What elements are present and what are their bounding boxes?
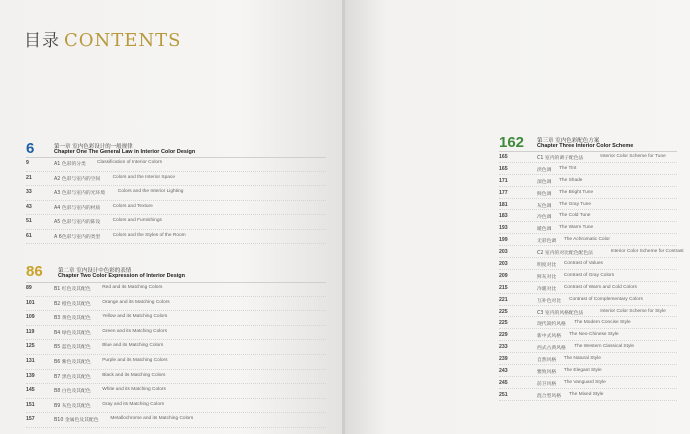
toc-entry[interactable]: [499, 306, 677, 318]
toc-entry-page: 131: [26, 357, 35, 364]
toc-entry-page: 33: [26, 189, 32, 195]
toc-entry-title-en: Green and its Matching Colors: [102, 328, 167, 334]
toc-entry-page: 21: [26, 174, 32, 181]
toc-entry[interactable]: [499, 377, 677, 389]
toc-entry[interactable]: [26, 311, 326, 326]
toc-entry-title-en: Yellow and its Matching Colors: [102, 314, 168, 320]
toc-entry-page: 181: [499, 201, 508, 208]
toc-entry-title-en: Contrast of Complementary Colors: [569, 296, 643, 302]
toc-entry[interactable]: [26, 157, 326, 172]
toc-entry-title-en: The Western Classical Style: [574, 344, 635, 350]
toc-entry-title-en: Contrast of Values: [563, 261, 603, 267]
toc-entry-title-cn: C1 室内的调子配色法: [537, 156, 584, 161]
toc-entry[interactable]: [26, 282, 326, 297]
toc-entry-divider: [499, 400, 677, 401]
chapter-one-title-en: Chapter One The General Law in Interior Color Design: [54, 149, 196, 155]
toc-entry-title-en: Classification of Interior Colors: [97, 160, 163, 165]
toc-entry-page: 177: [499, 189, 508, 196]
toc-entry[interactable]: [499, 389, 677, 401]
toc-entry[interactable]: [499, 282, 677, 294]
toc-entry-title-en: The Cold Tune: [559, 213, 591, 219]
chapter-one-entries: [26, 157, 326, 244]
toc-entry-page: 251: [499, 391, 508, 398]
toc-entry-title-en: The Modern Concise Style: [574, 320, 631, 326]
heading-cn: 目录: [24, 31, 60, 51]
toc-entry[interactable]: [499, 246, 684, 258]
toc-entry-title-en: Colors and the Interior Lighting: [117, 189, 184, 194]
toc-entry-title-cn: 混合型风格: [537, 393, 561, 399]
chapter-three-page-number: 162: [499, 134, 525, 151]
toc-entry[interactable]: [26, 340, 326, 355]
toc-entry[interactable]: [26, 370, 326, 385]
toc-entry-title-cn: A5 色彩与室内的陈设: [54, 220, 101, 225]
toc-entry-title-cn: 暖色调: [537, 227, 552, 233]
toc-entry-title-cn: 自然风格: [537, 358, 557, 364]
toc-entry-page: 183: [499, 213, 508, 220]
toc-entry-title-cn: C3 室内的风格配色法: [537, 310, 584, 316]
chapter-one-title-cn: 第一章 室内色彩设计的一般规律: [54, 144, 133, 150]
chapter-three-title-en: Chapter Three Interior Color Scheme: [537, 143, 634, 149]
toc-entry-title-en: Colors and the Interior Space: [112, 174, 175, 180]
toc-entry-title-en: The Tint: [559, 165, 577, 171]
toc-entry-page: 233: [499, 344, 508, 351]
toc-entry-title-cn: 灰色调: [537, 203, 552, 209]
chapter-two-entries: [26, 282, 326, 428]
toc-entry-title-en: Colors and Texture: [112, 203, 153, 209]
toc-entry-page: 119: [26, 328, 35, 335]
toc-entry-page: 139: [26, 372, 35, 379]
toc-entry-title-en: Black and its Matching Colors: [102, 372, 166, 378]
toc-entry[interactable]: [26, 172, 326, 187]
toc-entry-title-cn: 鲜灰对比: [537, 274, 557, 280]
chapter-two-title-en: Chapter Two Color Expression of Interior Design: [58, 273, 186, 279]
toc-entry-title-cn: 明度对比: [537, 263, 557, 269]
toc-entry[interactable]: [26, 413, 326, 428]
toc-entry[interactable]: [26, 297, 326, 312]
toc-entry-title-en: Gray and its Matching Colors: [102, 401, 165, 407]
right-page: [345, 0, 690, 434]
left-page: [0, 0, 343, 434]
toc-entry-title-cn: B5 蓝色及其配色: [54, 345, 91, 351]
toc-entry-page: 157: [26, 416, 35, 423]
toc-entry[interactable]: [499, 175, 677, 187]
toc-entry-page: 209: [499, 272, 508, 279]
toc-entry-title-en: The Gray Tune: [559, 201, 591, 207]
toc-entry-page: 9: [26, 160, 29, 166]
toc-entry-page: 239: [499, 356, 508, 363]
toc-entry-title-en: The Mixed Style: [569, 391, 604, 397]
toc-entry-title-en: The Elegant Style: [563, 368, 602, 374]
toc-entry-page: 215: [499, 284, 508, 291]
toc-entry-page: 203: [499, 249, 508, 256]
toc-entry-title-en: The Bright Tune: [559, 189, 594, 195]
toc-entry-title-en: The Warm Tune: [559, 225, 594, 231]
toc-entry-title-cn: 冷暖对比: [537, 286, 557, 292]
toc-entry[interactable]: [499, 270, 677, 282]
toc-entry-title-cn: B2 橙色及其配色: [54, 301, 91, 307]
toc-entry-page: 43: [26, 203, 32, 210]
toc-entry[interactable]: [499, 294, 677, 306]
toc-entry-title-cn: 互补色对比: [537, 298, 561, 304]
toc-entry[interactable]: [499, 151, 677, 163]
toc-entry[interactable]: [499, 187, 677, 199]
toc-entry[interactable]: [499, 210, 677, 222]
toc-entry-title-cn: B6 紫色及其配色: [54, 359, 91, 365]
toc-entry-title-en: Red and its Matching Colors: [102, 285, 163, 290]
toc-entry[interactable]: [26, 384, 326, 399]
toc-entry[interactable]: [499, 234, 677, 246]
toc-entry-title-en: Metallochrome and its Matching Colors: [110, 416, 194, 422]
chapter-one-page-number: 6: [26, 140, 35, 157]
toc-entry-title-en: The Vanguard Style: [563, 379, 606, 385]
toc-entry-page: 101: [26, 299, 35, 306]
toc-entry-title-cn: 淡色调: [537, 167, 552, 173]
toc-entry[interactable]: [26, 186, 326, 201]
toc-entry-page: 243: [499, 368, 508, 375]
toc-entry-title-en: The Neo-Chinese Style: [569, 332, 619, 338]
toc-entry-title-en: Orange and its Matching Colors: [102, 299, 170, 305]
toc-entry-title-en: Purple and its Matching Colors: [102, 357, 168, 363]
toc-entry[interactable]: [26, 399, 326, 414]
toc-entry-divider: [26, 243, 326, 244]
toc-entry-page: 203: [499, 261, 508, 268]
toc-entry-page: 125: [26, 343, 35, 350]
toc-entry-page: 145: [26, 387, 35, 394]
chapter-two-page-number: 86: [26, 263, 43, 280]
toc-entry-page: 229: [499, 332, 508, 339]
toc-entry[interactable]: [499, 317, 677, 329]
toc-entry[interactable]: [26, 215, 326, 230]
toc-entry-page: 165: [499, 165, 508, 172]
toc-entry-title-cn: B10 金属色及其配色: [54, 418, 99, 424]
toc-entry-title-cn: B3 黄色及其配色: [54, 316, 91, 322]
toc-entry-title-cn: A4 色彩与室内的材质: [54, 205, 101, 211]
toc-entry-title-cn: 冷色调: [537, 215, 552, 221]
toc-entry-page: 151: [26, 401, 35, 408]
toc-entry[interactable]: [26, 326, 326, 341]
chapter-three-title-cn: 第三章 室内色彩配色方案: [537, 138, 600, 144]
toc-entry-page: 109: [26, 314, 35, 321]
toc-entry-page: 51: [26, 218, 32, 224]
toc-entry-title-cn: B1 红色及其配色: [54, 287, 91, 292]
toc-entry-page: 165: [499, 154, 508, 160]
contents-heading: [24, 26, 182, 51]
toc-entry-page: 171: [499, 177, 508, 184]
toc-entry-page: 225: [499, 320, 508, 327]
toc-entry-title-cn: 现代简约风格: [537, 322, 566, 328]
toc-entry-title-cn: 无彩色调: [537, 239, 557, 245]
toc-entry-title-cn: 深色调: [537, 179, 552, 185]
toc-entry[interactable]: [26, 355, 326, 370]
toc-entry[interactable]: [26, 230, 326, 245]
toc-entry-title-cn: B4 绿色及其配色: [54, 330, 91, 336]
toc-entry-title-en: The Shade: [559, 177, 583, 183]
toc-entry-title-en: Blue and its Matching Colors: [102, 343, 164, 349]
toc-entry-title-cn: A 6色彩与室内的类型: [54, 234, 101, 240]
toc-entry-title-cn: 雅致风格: [537, 370, 557, 376]
toc-entry-title-en: Contrast of Gray Colors: [563, 272, 615, 278]
toc-entry[interactable]: [499, 258, 677, 270]
toc-entry-title-cn: A2 色彩与室内的空间: [54, 176, 101, 182]
toc-entry-title-cn: 鲜色调: [537, 191, 552, 197]
toc-entry[interactable]: [499, 329, 677, 341]
toc-entry-title-en: White and its Matching Colors: [102, 387, 166, 393]
toc-entry[interactable]: [26, 201, 326, 216]
toc-entry-page: 225: [499, 308, 508, 315]
toc-entry[interactable]: [499, 163, 677, 175]
toc-entry-title-en: Interior Color Scheme for Tune: [600, 154, 666, 159]
toc-entry-title-cn: A1 色彩的分类: [54, 162, 86, 167]
toc-entry-title-cn: 新中式风格: [537, 334, 561, 340]
toc-entry-title-cn: B7 黑色及其配色: [54, 374, 91, 380]
toc-entry-title-cn: C2 室内的对比配色配色法: [537, 251, 593, 257]
toc-entry-page: 199: [499, 237, 508, 244]
toc-entry-title-en: The Achromatic Color: [563, 237, 610, 243]
chapter-two-title-cn: 第二章 室内设计中色彩的表情: [58, 268, 132, 274]
toc-entry-title-en: Contrast of Warm and Cold Colors: [563, 284, 637, 290]
toc-entry[interactable]: [499, 199, 677, 211]
toc-entry-page: 61: [26, 232, 32, 239]
toc-entry-page: 221: [499, 296, 508, 303]
toc-entry-title-en: Colors and the Styles of the Room: [112, 232, 186, 238]
toc-entry-divider: [26, 427, 326, 428]
toc-entry[interactable]: [499, 222, 677, 234]
toc-entry-page: 245: [499, 379, 508, 386]
toc-entry-title-en: Interior Color Scheme for Style: [600, 308, 666, 314]
toc-entry-title-en: The Natural Style: [563, 356, 601, 362]
chapter-three-entries: [499, 151, 684, 401]
toc-entry[interactable]: [499, 353, 677, 365]
toc-entry-title-en: Interior Color Scheme for Contrast: [610, 249, 684, 255]
toc-entry-title-cn: 前卫风格: [537, 381, 557, 387]
toc-entry[interactable]: [499, 341, 677, 353]
toc-entry-title-cn: B8 白色及其配色: [54, 389, 91, 395]
toc-entry-title-en: Colors and Furnishings: [112, 218, 162, 223]
toc-entry-page: 193: [499, 225, 508, 232]
toc-entry-title-cn: B9 灰色及其配色: [54, 403, 91, 409]
heading-en: CONTENTS: [64, 30, 182, 51]
toc-entry-title-cn: 西式古典风格: [537, 346, 566, 352]
toc-entry-page: 89: [26, 285, 32, 291]
toc-entry[interactable]: [499, 365, 677, 377]
toc-entry-title-cn: A3 色彩与室内的光环境: [54, 191, 106, 196]
